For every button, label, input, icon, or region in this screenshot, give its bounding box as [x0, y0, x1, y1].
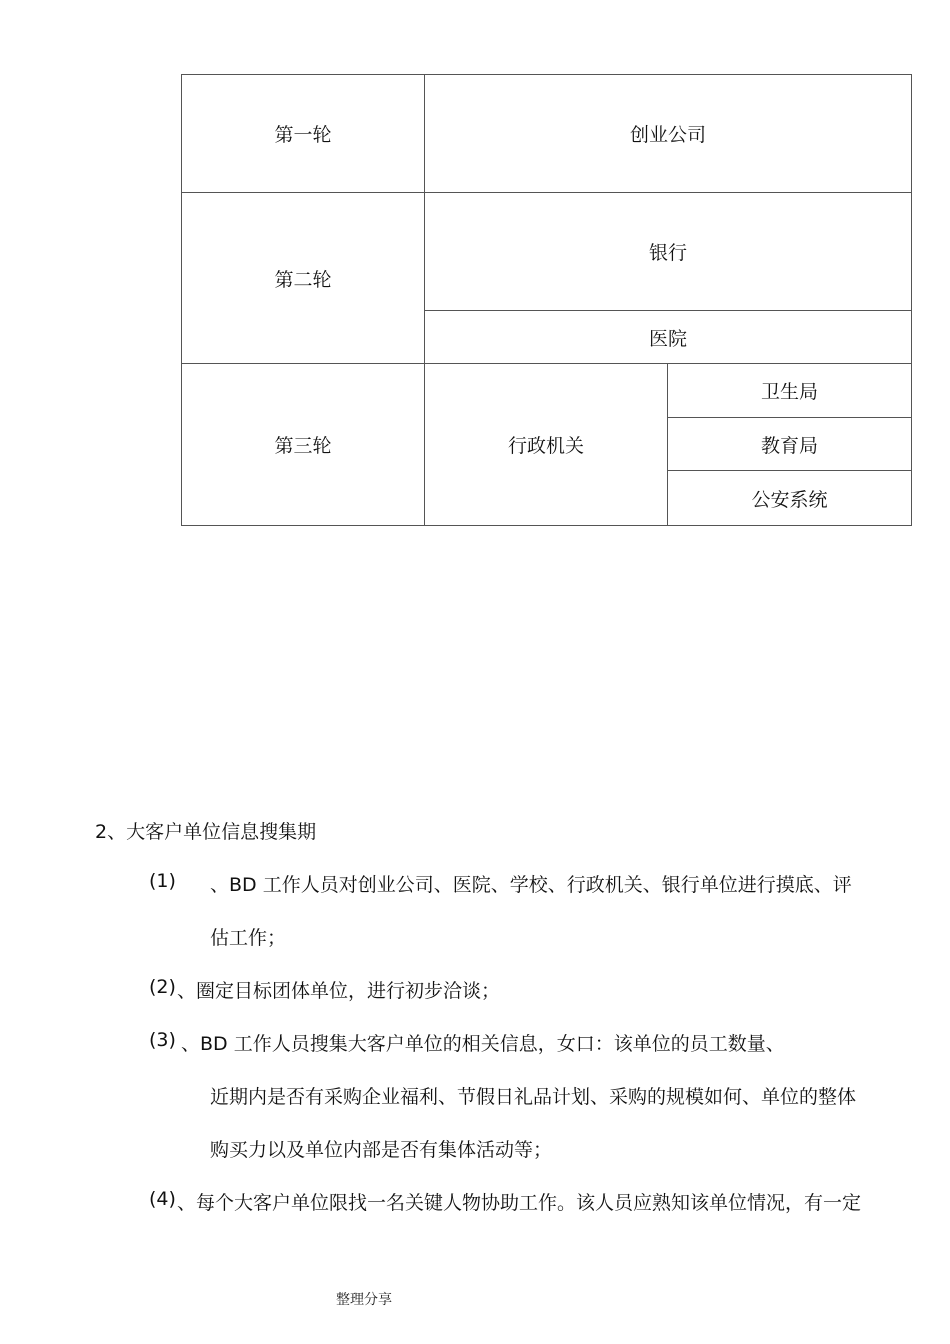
- item-3-line-1: 、BD 工作人员搜集大客户单位的相关信息，女口：该单位的员工数量、: [181, 1033, 785, 1055]
- round-1-label: 第一轮: [181, 74, 425, 193]
- item-3-number: (3): [149, 1029, 176, 1051]
- item-4-line-1: 、每个大客户单位限找一名关键人物协助工作。该人员应熟知该单位情况，有一定: [177, 1192, 862, 1214]
- item-3-line-3: 购买力以及单位内部是否有集体活动等；: [210, 1139, 553, 1161]
- round-3-sub-police: 公安系统: [667, 470, 912, 526]
- item-2-line-1: 、圈定目标团体单位，进行初步洽谈；: [177, 980, 501, 1002]
- round-1-target: 创业公司: [424, 74, 912, 193]
- item-1-line-2: 估工作；: [210, 927, 287, 949]
- round-3-sub-health: 卫生局: [667, 363, 912, 418]
- round-3-category: 行政机关: [424, 363, 668, 526]
- round-2-target-bank: 银行: [424, 192, 912, 311]
- item-3-line-2: 近期内是否有采购企业福利、节假日礼品计划、采购的规模如何、单位的整体: [210, 1086, 857, 1108]
- round-2-label: 第二轮: [181, 192, 425, 364]
- round-3-label: 第三轮: [181, 363, 425, 526]
- item-1-line-1: 、BD 工作人员对创业公司、医院、学校、行政机关、银行单位进行摸底、评: [210, 874, 852, 896]
- item-2-number: (2): [149, 976, 176, 998]
- item-4-number: (4): [149, 1188, 176, 1210]
- round-3-sub-education: 教育局: [667, 417, 912, 471]
- item-1-number: (1): [149, 870, 176, 892]
- round-2-target-hospital: 医院: [424, 310, 912, 364]
- rounds-table: [181, 74, 912, 526]
- page-footer: 整理分享: [336, 1292, 392, 1308]
- section-heading: 2、大客户单位信息搜集期: [95, 821, 317, 843]
